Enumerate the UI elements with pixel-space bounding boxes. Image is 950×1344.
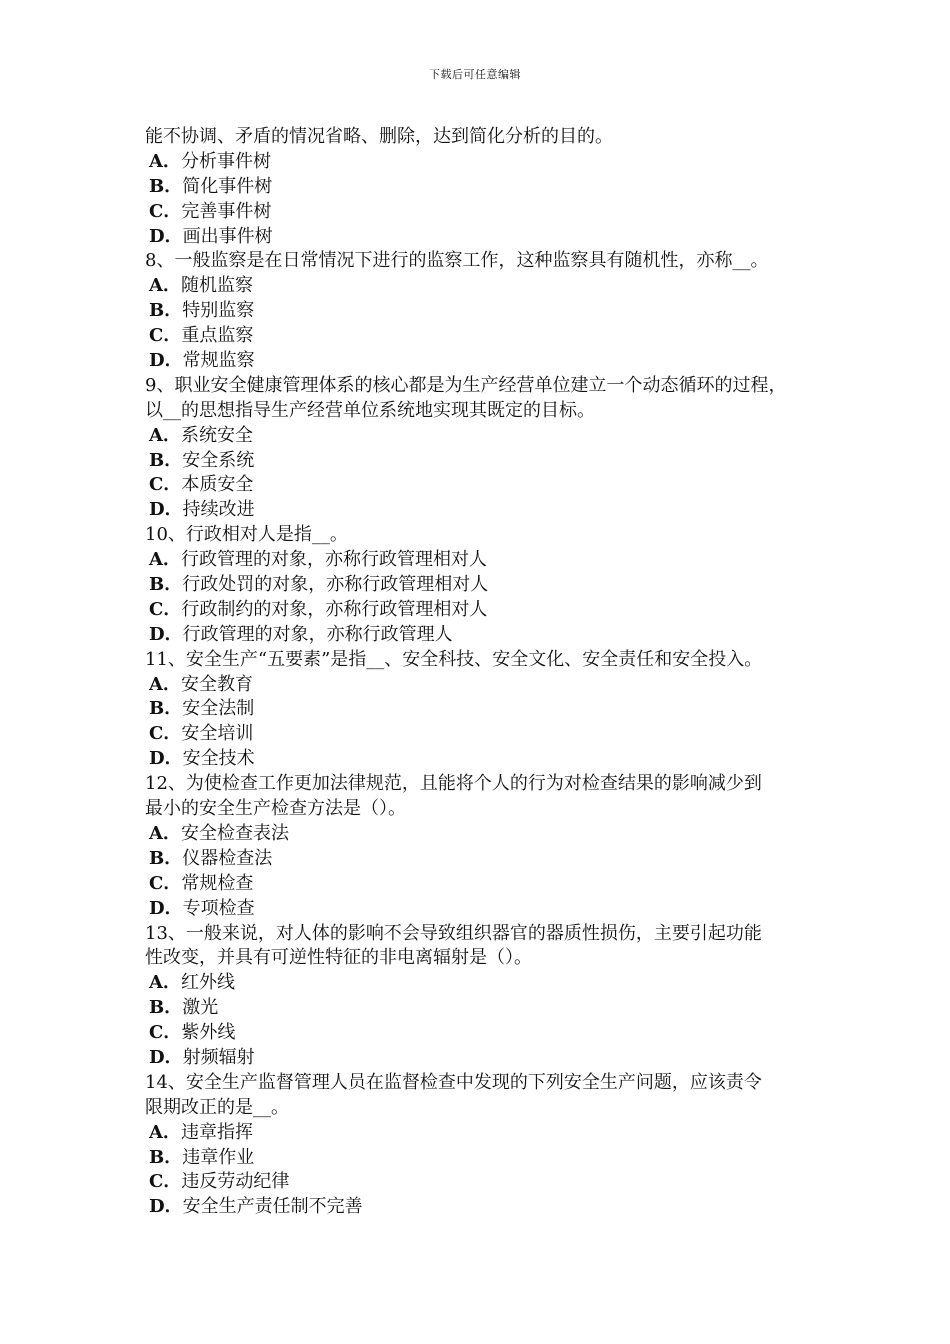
question-14-text-cont: 限期改正的是__。 <box>145 1096 289 1118</box>
option-d <box>145 225 825 250</box>
option-text: 行政制约的对象，亦称行政管理相对人 <box>181 598 488 620</box>
option-c <box>145 722 825 747</box>
question-13-text: 13、一般来说，对人体的影响不会导致组织器官的器质性损伤，主要引起功能 <box>145 922 762 944</box>
option-a <box>145 274 825 299</box>
option-text: 本质安全 <box>181 474 254 496</box>
option-b <box>145 847 825 872</box>
option-text: 行政管理的对象，亦称行政管理人 <box>182 623 453 645</box>
option-letter: C． <box>149 723 182 745</box>
option-d <box>145 498 825 523</box>
option-text: 随机监察 <box>180 275 253 297</box>
option-b <box>145 449 825 474</box>
option-d <box>145 623 825 648</box>
option-letter: B． <box>149 300 183 322</box>
option-text: 常规监察 <box>182 350 255 372</box>
option-letter: C． <box>149 325 182 347</box>
option-text: 安全检查表法 <box>180 822 289 844</box>
option-text: 画出事件树 <box>182 225 273 247</box>
option-c <box>145 1021 825 1046</box>
option-a <box>145 1121 825 1146</box>
option-d <box>145 1046 825 1071</box>
option-text: 简化事件树 <box>182 175 273 197</box>
option-letter: A． <box>149 424 181 446</box>
option-text: 违反劳动纪律 <box>181 1171 290 1193</box>
option-letter: B． <box>149 1146 183 1168</box>
option-letter: C． <box>149 474 182 496</box>
option-text: 分析事件树 <box>180 150 271 172</box>
option-a <box>145 424 825 449</box>
option-text: 激光 <box>182 997 219 1019</box>
option-a <box>145 150 825 175</box>
option-a <box>145 822 825 847</box>
option-text: 重点监察 <box>181 325 254 347</box>
page-header: 下载后可任意编辑 <box>429 68 521 81</box>
option-b <box>145 573 825 598</box>
option-text: 行政管理的对象，亦称行政管理相对人 <box>180 549 487 571</box>
option-text: 安全生产责任制不完善 <box>182 1196 363 1218</box>
option-text: 安全法制 <box>182 698 255 720</box>
option-text: 违章指挥 <box>180 1121 253 1143</box>
option-letter: A． <box>149 275 181 297</box>
option-c <box>145 598 825 623</box>
option-text: 专项检查 <box>182 897 255 919</box>
option-letter: D． <box>149 225 183 247</box>
option-d <box>145 897 825 922</box>
option-text: 常规检查 <box>181 872 254 894</box>
question-8-text: 8、一般监察是在日常情况下进行的监察工作，这种监察具有随机性，亦称__。 <box>145 250 769 272</box>
question-10-text: 10、行政相对人是指__。 <box>145 524 348 546</box>
option-text: 违章作业 <box>182 1146 255 1168</box>
question-14-text: 14、安全生产监督管理人员在监督检查中发现的下列安全生产问题，应该责令 <box>145 1071 762 1093</box>
question-12-text-cont: 最小的安全生产检查方法是（）。 <box>145 798 406 820</box>
option-letter: B． <box>149 449 183 471</box>
option-text: 行政处罚的对象，亦称行政管理相对人 <box>182 574 489 596</box>
option-c <box>145 324 825 349</box>
option-text: 安全技术 <box>182 748 255 770</box>
option-text: 完善事件树 <box>181 200 272 222</box>
option-letter: D． <box>149 1046 183 1068</box>
option-a <box>145 673 825 698</box>
option-d <box>145 747 825 772</box>
option-c <box>145 872 825 897</box>
option-letter: D． <box>149 350 183 372</box>
option-letter: B． <box>149 997 183 1019</box>
option-letter: D． <box>149 623 183 645</box>
option-letter: B． <box>149 698 183 720</box>
option-letter: A． <box>149 1121 181 1143</box>
question-9-text-cont: 以__的思想指导生产经营单位系统地实现其既定的目标。 <box>145 399 595 421</box>
option-letter: D． <box>149 748 183 770</box>
option-text: 特别监察 <box>182 300 255 322</box>
option-b <box>145 175 825 200</box>
option-text: 仪器检查法 <box>182 847 273 869</box>
option-a <box>145 548 825 573</box>
option-b <box>145 996 825 1021</box>
option-text: 紫外线 <box>181 1022 236 1044</box>
option-text: 安全培训 <box>181 723 254 745</box>
option-letter: D． <box>149 499 183 521</box>
option-letter: A． <box>149 150 181 172</box>
option-letter: A． <box>149 673 181 695</box>
option-text: 安全系统 <box>182 449 255 471</box>
option-b <box>145 299 825 324</box>
option-letter: A． <box>149 549 181 571</box>
question-9-text: 9、职业安全健康管理体系的核心都是为生产经营单位建立一个动态循环的过程， <box>145 374 787 396</box>
option-letter: C． <box>149 598 182 620</box>
option-c <box>145 1170 825 1195</box>
option-b <box>145 1146 825 1171</box>
option-letter: D． <box>149 1196 183 1218</box>
option-letter: A． <box>149 822 181 844</box>
option-letter: C． <box>149 872 182 894</box>
question-11-text: 11、安全生产“五要素”是指__、安全科技、安全文化、安全责任和安全投入。 <box>145 648 763 670</box>
option-letter: B． <box>149 847 183 869</box>
option-text: 射频辐射 <box>182 1046 255 1068</box>
option-d <box>145 1195 825 1220</box>
option-c <box>145 200 825 225</box>
document-body <box>145 125 825 1220</box>
option-text: 安全教育 <box>180 673 253 695</box>
question-13-text-cont: 性改变，并具有可逆性特征的非电离辐射是（）。 <box>145 947 532 969</box>
option-letter: B． <box>149 574 183 596</box>
option-b <box>145 697 825 722</box>
question-12-text: 12、为使检查工作更加法律规范，且能将个人的行为对检查结果的影响减少到 <box>145 773 762 795</box>
option-letter: C． <box>149 1171 182 1193</box>
option-text: 系统安全 <box>180 424 253 446</box>
option-letter: C． <box>149 200 182 222</box>
option-letter: A． <box>149 972 181 994</box>
option-c <box>145 473 825 498</box>
option-letter: C． <box>149 1022 182 1044</box>
option-text: 持续改进 <box>182 499 255 521</box>
option-letter: D． <box>149 897 183 919</box>
option-a <box>145 971 825 996</box>
option-d <box>145 349 825 374</box>
question-continuation-text: 能不协调、矛盾的情况省略、删除，达到简化分析的目的。 <box>145 126 613 147</box>
option-text: 红外线 <box>180 972 235 994</box>
option-letter: B． <box>149 175 183 197</box>
